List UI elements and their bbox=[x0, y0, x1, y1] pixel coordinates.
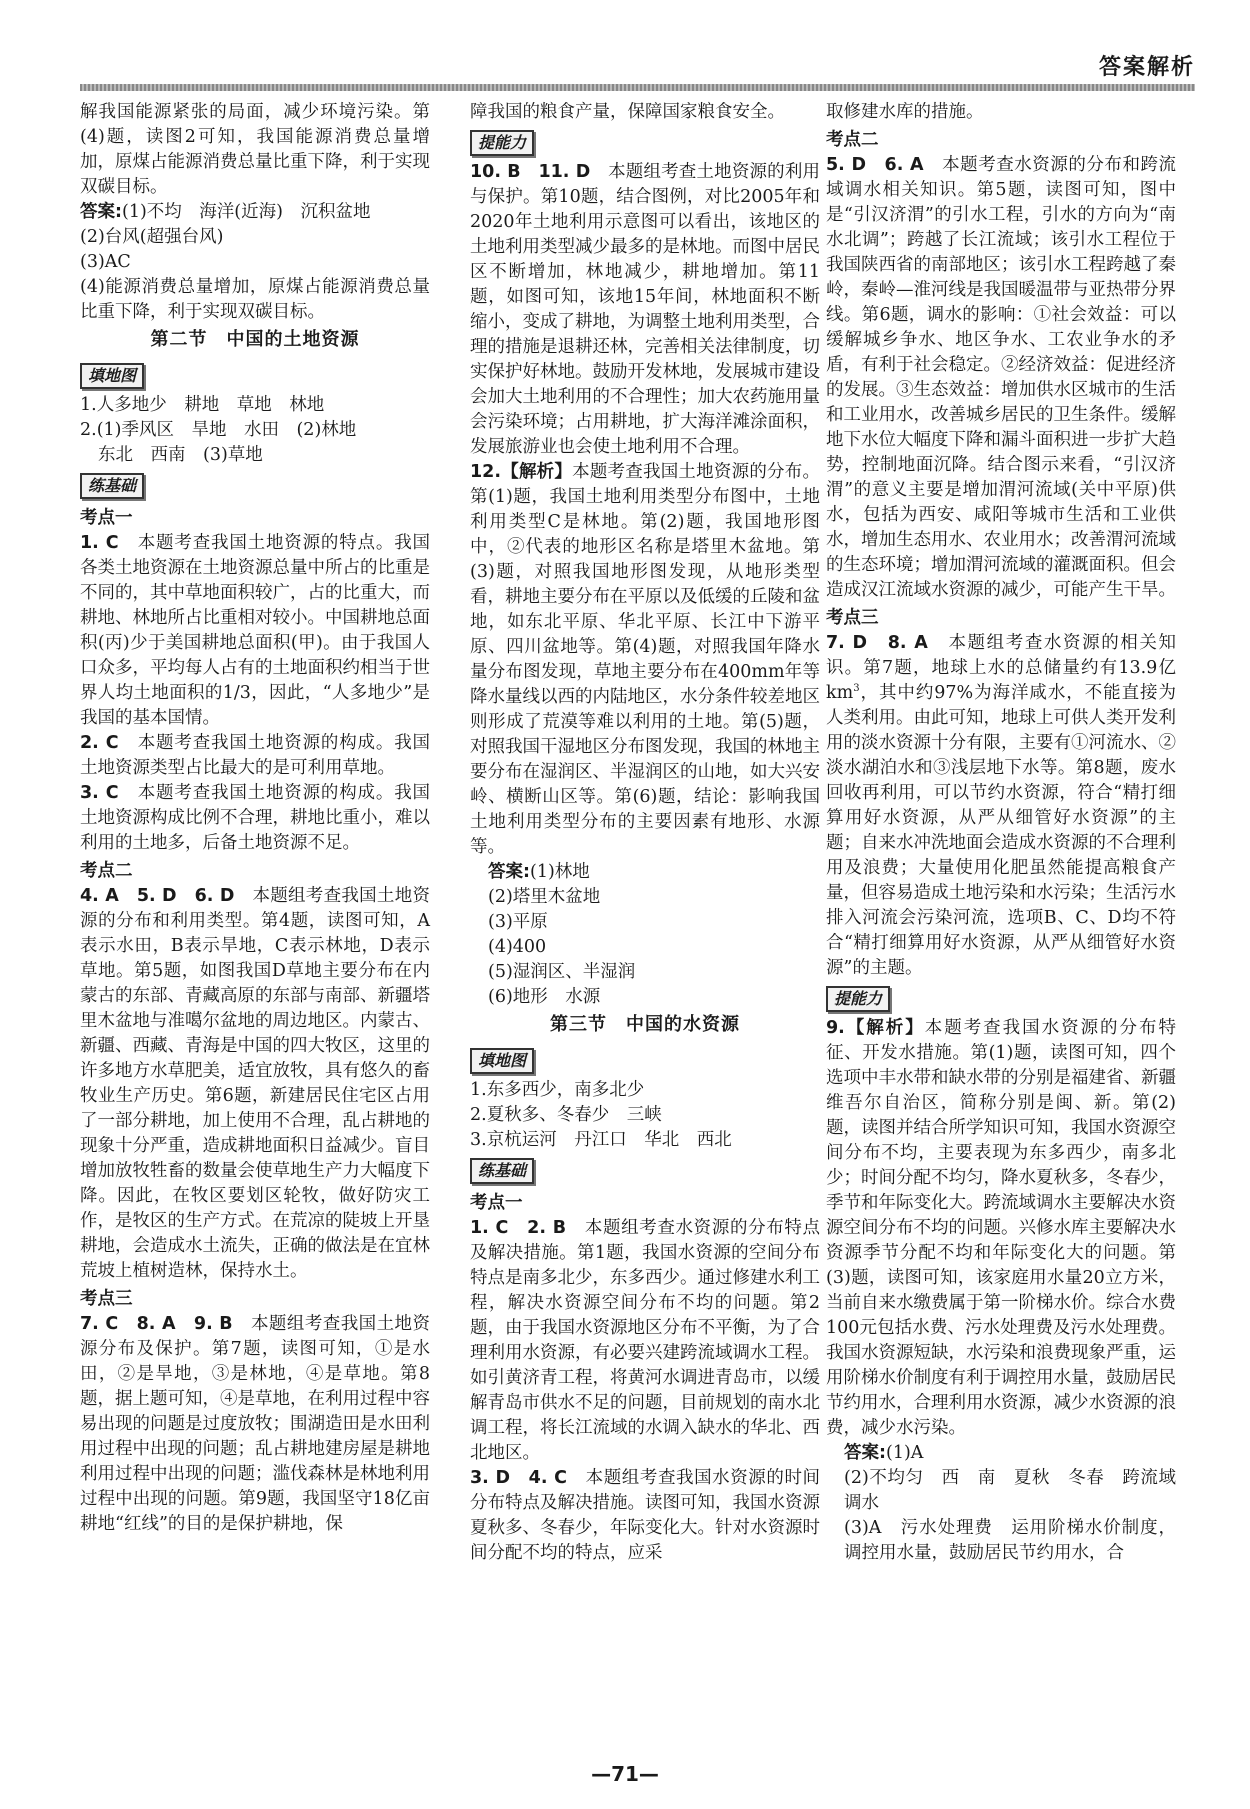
fill-item: 3.京杭运河 丹江口 华北 西北 bbox=[470, 1130, 732, 1150]
fill-item: 1.人多地少 耕地 草地 林地 bbox=[80, 395, 325, 415]
question-item bbox=[80, 531, 430, 731]
header-rule bbox=[80, 84, 1195, 91]
answer-label: 答案: bbox=[80, 202, 122, 222]
answer-text: (5)湿润区、半湿润 bbox=[488, 962, 636, 982]
question-item bbox=[470, 460, 820, 860]
superscript: 3 bbox=[853, 683, 860, 695]
question-number: 2. C bbox=[80, 733, 119, 753]
question-number: 5. D 6. A bbox=[826, 155, 924, 175]
answer-text: (2)台风(超强台风) bbox=[80, 227, 224, 247]
question-text: 本题考查我国土地资源的构成。我国土地资源类型占比最大的是可利用草地。 bbox=[80, 733, 431, 778]
question-number: 3. D 4. C bbox=[470, 1468, 567, 1488]
exam-point-heading: 考点一 bbox=[80, 508, 133, 528]
question-text: 本题考查我国土地资源的分布。第(1)题，我国土地利用类型分布图中，土地利用类型C是林地。第(2)题，我国地形图中，②代表的地形区名称是塔里木盆地。第(3)题，对照我国地形图发现，从地形类型看，耕地主要分布在平原以及低缓的丘陵和盆地，如东北平原、华北平原、长江中下游平原、四川盆地等。第(4)题，对照我国年降水量分布图发现，草地主要分布在400mm年等降水量线以西的内陆地区，水分条件较差地区则形成了荒漠等难以利用的土地。第(5)题，对照我国干湿地区分布图发现，我国的林地主要分布在湿润区、半湿润区的山地，如大兴安岭、横断山区等。第(6)题，结论：影响我国土地利用类型分布的主要因素有地形、水源等。 bbox=[470, 462, 820, 857]
answer-text: (6)地形 水源 bbox=[488, 987, 601, 1007]
column-1 bbox=[80, 100, 430, 1537]
question-number: 1. C 2. B bbox=[470, 1218, 567, 1238]
question-number: 9.【解析】 bbox=[826, 1018, 925, 1038]
question-text: 本题组考查我国土地资源的分布和利用类型。第4题，读图可知，A表示水田，B表示旱地，C表示林地，D表示草地。第5题，如图我国D草地主要分布在内蒙古的东部、青藏高原的东部与南部、新疆塔里木盆地与准噶尔盆地的周边地区。内蒙古、新疆、西藏、青海是中国的四大牧区，这里的许多地方水草肥美，适宜放牧，具有悠久的畜牧业生产历史。第6题，新建居民住宅区占用了一部分耕地，加上使用不合理，乱占耕地的现象十分严重，造成耕地面积日益减少。盲目增加放牧牲畜的数量会使草地生产力大幅度下降。因此，在牧区要划区轮牧，做好防灾工作，是牧区的生产方式。在荒凉的陡坡上开垦耕地，会造成水土流失，正确的做法是在宜林荒坡上植树造林，保持水土。 bbox=[80, 886, 431, 1281]
tag-basic: 练基础 bbox=[470, 1158, 534, 1184]
question-item bbox=[80, 731, 430, 781]
answer-text: (1)A bbox=[886, 1443, 924, 1463]
question-text: 本题考查水资源的分布和跨流域调水相关知识。第5题，读图可知，图中是“引汉济渭”的引水工程，引水的方向为“南水北调”；跨越了长江流域；该引水工程位于我国陕西省的南部地区；该引水工程跨越了秦岭，秦岭—淮河线是我国暖温带与亚热带分界线。第6题，调水的影响：①社会效益：可以缓解城乡争水、地区争水、工农业争水的矛盾，有利于社会稳定。②经济效益：促进经济的发展。③生态效益：增加供水区城市的生活和工业用水，改善城乡居民的卫生条件。缓解地下水位大幅度下降和漏斗面积进一步扩大趋势，控制地面沉降。结合图示来看，“引汉济渭”的意义主要是增加渭河流域(关中平原)供水，包括为西安、咸阳等城市生活和工业供水，增加生态用水、农业用水；改善渭河流域的生态环境；增加渭河流域的灌溉面积。但会造成汉江流域水资源的减少，可能产生干旱。 bbox=[826, 155, 1177, 600]
question-number: 12.【解析】 bbox=[470, 462, 573, 482]
answer-text: (1)林地 bbox=[530, 862, 590, 882]
answer-label: 答案: bbox=[844, 1443, 886, 1463]
question-item bbox=[80, 781, 430, 856]
question-item bbox=[80, 884, 430, 1284]
exam-point-heading: 考点一 bbox=[470, 1193, 523, 1213]
paragraph: 解我国能源紧张的局面，减少环境污染。第(4)题，读图2可知，我国能源消费总量增加，原煤占能源消费总量比重下降，利于实现双碳目标。 bbox=[80, 102, 430, 197]
question-text: 本题考查我国土地资源的特点。我国各类土地资源在土地资源总量中所占的比重是不同的，其中草地面积较广，占的比重大，而耕地、林地所占比重相对较小。中国耕地总面积(丙)少于美国耕地总面积(甲)。由于我国人口众多，平均每人占有的土地面积约相当于世界人均土地面积的1/3，因此，“人多地少”是我国的基本国情。 bbox=[80, 533, 431, 728]
answer-text: (3)AC bbox=[80, 252, 131, 272]
question-text: 本题考查我国土地资源的构成。我国土地资源构成比例不合理，耕地比重小，难以利用的土地多，后备土地资源不足。 bbox=[80, 783, 431, 853]
answer-block bbox=[826, 1441, 1176, 1466]
answer-label: 答案: bbox=[488, 862, 530, 882]
question-text: 本题考查我国水资源的分布特征、开发水措施。第(1)题，读图可知，四个选项中丰水带和缺水带的分别是福建省、新疆维吾尔自治区，简称分别是闽、新。第(2)题，读图并结合所学知识可知，我国水资源空间分布不均，主要表现为东多西少，南多北少；时间分配不均匀，降水夏秋多，冬春少，季节和年际变化大。跨流域调水主要解决水资源空间分布不均的问题。兴修水库主要解决水资源季节分配不均和年际变化大的问题。第(3)题，读图可知，该家庭用水量20立方米，当前自来水缴费属于第一阶梯水价。综合水费100元包括水费、污水处理费及污水处理费。我国水资源短缺，水污染和浪费现象严重，运用阶梯水价制度有利于调控用水量，鼓励居民节约用水，合理利用水资源，减少水资源的浪费，减少水污染。 bbox=[826, 1018, 1177, 1438]
question-item bbox=[826, 1016, 1176, 1441]
question-text: 本题组考查我国土地资源分布及保护。第7题，读图可知，①是水田，②是旱地，③是林地，④是草地。第8题，据上题可知，④是草地，在利用过程中容易出现的问题是过度放牧；围湖造田是水田利用过程中出现的问题；乱占耕地建房屋是耕地利用过程中出现的问题；滥伐森林是林地利用过程中出现的问题。第9题，我国坚守18亿亩耕地“红线”的目的是保护耕地，保 bbox=[80, 1314, 430, 1534]
question-item bbox=[470, 160, 820, 460]
answer-block bbox=[80, 200, 430, 225]
question-text: ，其中约97%为海洋咸水，不能直接为人类利用。由此可知，地球上可供人类开发利用的淡水资源十分有限，主要有①河流水、②淡水湖泊水和③浅层地下水等。第8题，废水回收再利用，可以节约水资源，符合“精打细算用好水资源，从严从细管好水资源”的主题；自来水冲洗地面会造成水资源的不合理利用及浪费；大量使用化肥虽然能提高粮食产量，但容易造成土地污染和水污染；生活污水排入河流会污染河流，选项B、C、D均不符合“精打细算用好水资源，从严从细管好水资源”的主题。 bbox=[826, 683, 1176, 978]
exam-point-heading: 考点三 bbox=[826, 608, 879, 628]
question-item bbox=[470, 1466, 820, 1566]
question-item bbox=[826, 153, 1176, 603]
answer-text: (2)不均匀 西 南 夏秋 冬春 跨流域调水 bbox=[844, 1468, 1176, 1513]
section-title: 第二节 中国的土地资源 bbox=[150, 329, 360, 350]
exam-point-heading: 考点三 bbox=[80, 1289, 133, 1309]
tag-basic: 练基础 bbox=[80, 473, 144, 499]
paragraph: 障我国的粮食产量，保障国家粮食安全。 bbox=[470, 102, 785, 122]
paragraph: 取修建水库的措施。 bbox=[826, 102, 984, 122]
answer-block bbox=[470, 860, 820, 885]
answer-text: (3)A 污水处理费 运用阶梯水价制度，调控用水量，鼓励居民节约用水，合 bbox=[844, 1518, 1176, 1563]
question-item bbox=[826, 631, 1176, 981]
question-item bbox=[80, 1312, 430, 1537]
question-text: 本题组考查水资源的相关知识。第7题，地球上水的总储量约有13.9亿km bbox=[826, 633, 1176, 703]
answer-text: (4)能源消费总量增加，原煤占能源消费总量比重下降，利于实现双碳目标。 bbox=[80, 277, 430, 322]
question-text: 本题组考查水资源的分布特点及解决措施。第1题，我国水资源的空间分布特点是南多北少，东多西少。通过修建水利工程，解决水资源空间分布不均的问题。第2题，由于我国水资源地区分布不平衡，为了合理利用水资源，有必要兴建跨流域调水工程。如引黄济青工程，将黄河水调进青岛市，以缓解青岛市供水不足的问题，目前规划的南水北调工程，将长江流域的水调入缺水的华北、西北地区。 bbox=[470, 1218, 821, 1463]
tag-fill-map: 填地图 bbox=[80, 363, 144, 389]
column-2 bbox=[470, 100, 820, 1566]
question-text: 本题组考查我国水资源的时间分布特点及解决措施。读图可知，我国水资源夏秋多、冬春少，年际变化大。针对水资源时间分配不均的特点，应采 bbox=[470, 1468, 821, 1563]
answer-text: (2)塔里木盆地 bbox=[488, 887, 601, 907]
exam-point-heading: 考点二 bbox=[80, 861, 133, 881]
exam-point-heading: 考点二 bbox=[826, 130, 879, 150]
question-number: 4. A 5. D 6. D bbox=[80, 886, 235, 906]
answer-text: (3)平原 bbox=[488, 912, 548, 932]
question-number: 10. B 11. D bbox=[470, 162, 591, 182]
question-item bbox=[470, 1216, 820, 1466]
fill-item: 2.(1)季风区 旱地 水田 (2)林地 bbox=[80, 420, 357, 440]
question-number: 7. C 8. A 9. B bbox=[80, 1314, 233, 1334]
question-number: 3. C bbox=[80, 783, 119, 803]
section-title: 第三节 中国的水资源 bbox=[550, 1014, 740, 1035]
tag-ability: 提能力 bbox=[826, 986, 890, 1012]
question-number: 7. D 8. A bbox=[826, 633, 928, 653]
header-title: 答案解析 bbox=[1098, 55, 1195, 80]
fill-item: 1.东多西少，南多北少 bbox=[470, 1080, 645, 1100]
tag-ability: 提能力 bbox=[470, 130, 534, 156]
answer-text: (1)不均 海洋(近海) 沉积盆地 bbox=[122, 202, 371, 222]
tag-fill-map: 填地图 bbox=[470, 1048, 534, 1074]
question-number: 1. C bbox=[80, 533, 119, 553]
fill-item: 东北 西南 (3)草地 bbox=[98, 445, 263, 465]
page-number: —71— bbox=[591, 1762, 659, 1786]
question-text: 本题组考查土地资源的利用与保护。第10题，结合图例，对比2005年和2020年土地利用示意图可以看出，该地区的土地利用类型减少最多的是林地。而图中居民区不断增加，林地减少，耕地增加。第11题，如图可知，该地15年间，林地面积不断缩小，变成了耕地，为调整土地利用类型，合理的措施是退耕还林，完善相关法律制度，切实保护好林地。鼓励开发林地，发展城市建设会加大土地利用的不合理性；加大农药施用量会污染环境；占用耕地，扩大海洋滩涂面积，发展旅游业也会使土地利用不合理。 bbox=[470, 162, 821, 457]
answer-text: (4)400 bbox=[488, 937, 547, 957]
column-3 bbox=[826, 100, 1176, 1566]
fill-item: 2.夏秋多、冬春少 三峡 bbox=[470, 1105, 662, 1125]
